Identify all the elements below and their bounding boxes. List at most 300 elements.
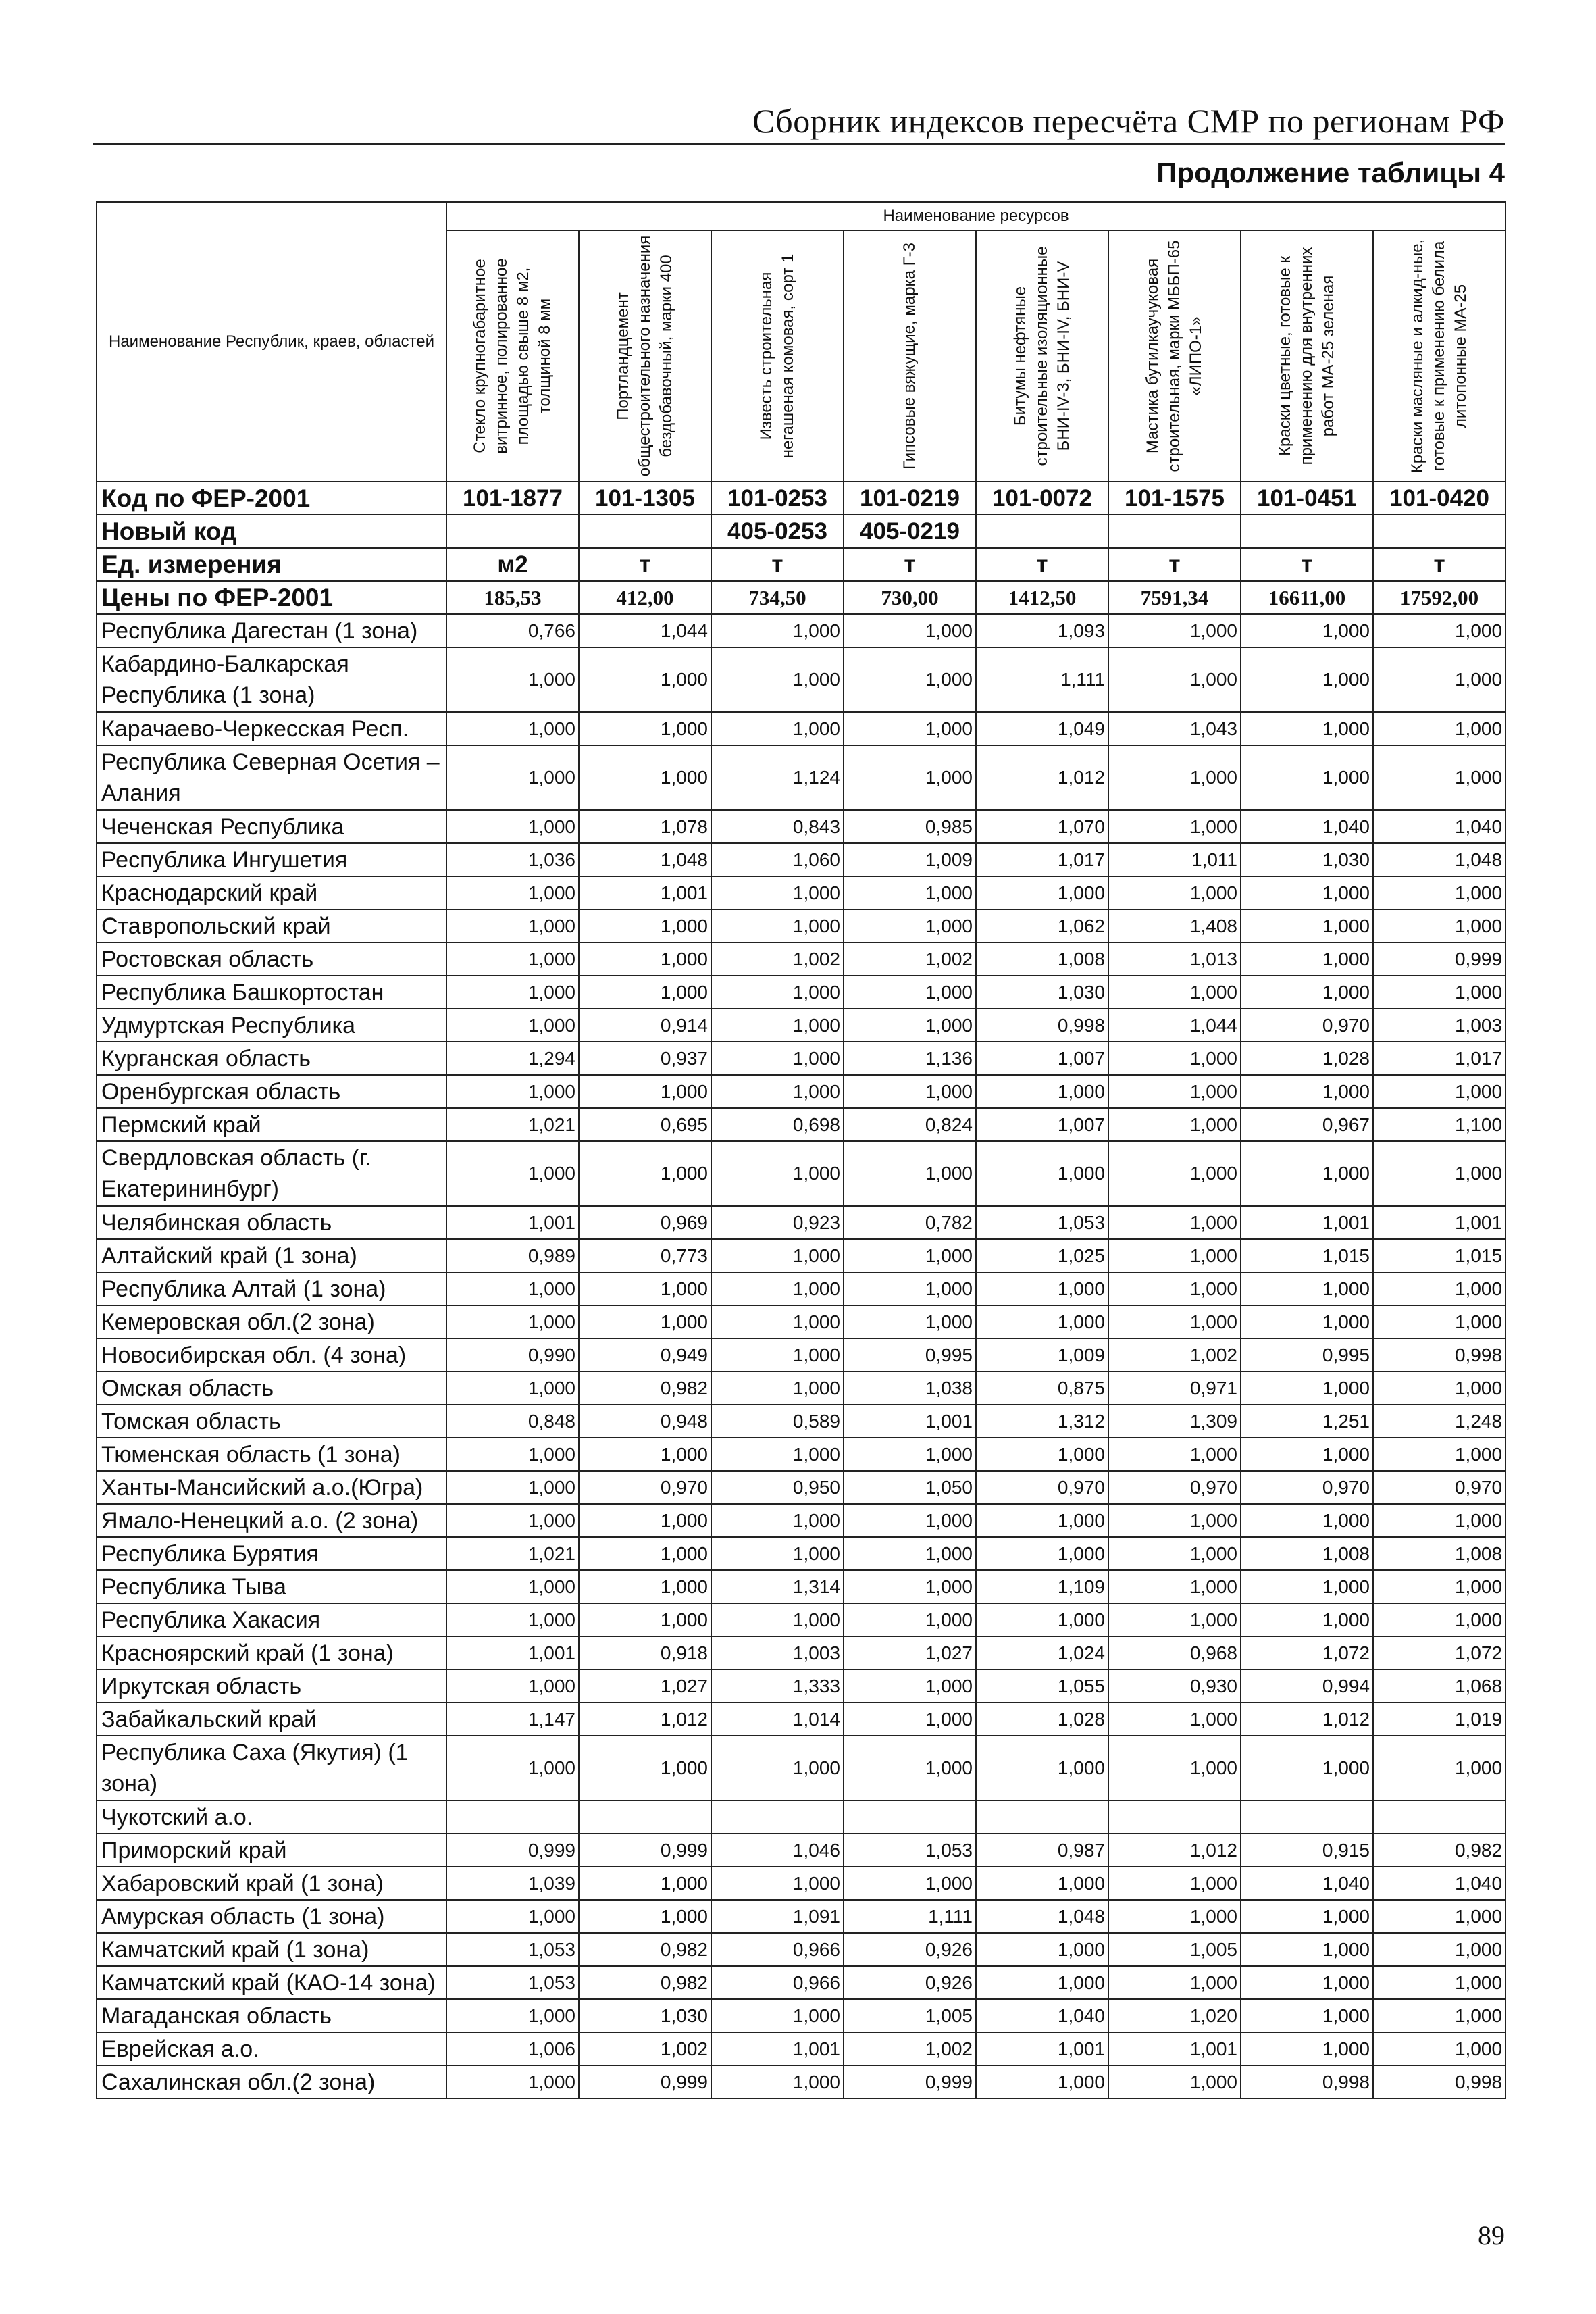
resource-name: Краски масляные и алкид-ные, готовые к применению белила литопонные МА-25 [1408, 238, 1470, 474]
index-value-cell: 1,048 [579, 843, 711, 876]
index-value-cell: 1,000 [711, 1867, 844, 1900]
index-value-cell: 1,000 [1241, 712, 1373, 745]
index-value-cell: 1,000 [1108, 1141, 1241, 1206]
region-name: Ростовская область [97, 942, 446, 976]
index-value-cell: 1,000 [446, 876, 579, 909]
table-row [97, 1206, 1505, 1239]
table-row [97, 1009, 1505, 1042]
index-value-cell: 1,251 [1241, 1405, 1373, 1438]
index-value-cell: 0,995 [844, 1338, 976, 1372]
index-value-cell: 1,000 [1241, 1075, 1373, 1108]
index-value-cell: 0,926 [844, 1966, 976, 1999]
table-row [97, 1736, 1505, 1801]
index-value-cell: 1,000 [579, 1075, 711, 1108]
index-value-cell: 1,072 [1373, 1636, 1505, 1669]
index-value-cell: 1,027 [579, 1669, 711, 1703]
index-value-cell: 1,002 [579, 2032, 711, 2065]
index-value-cell: 1,091 [711, 1900, 844, 1933]
table-row [97, 810, 1505, 843]
index-value-cell: 1,000 [976, 1504, 1108, 1537]
index-value-cell: 1,309 [1108, 1405, 1241, 1438]
index-value-cell: 1,000 [711, 712, 844, 745]
index-value-cell: 1,040 [1241, 810, 1373, 843]
table-row [97, 1108, 1505, 1141]
index-value-cell: 1,000 [1241, 1272, 1373, 1305]
resource-header-cell [579, 230, 711, 482]
index-value-cell: 1,001 [844, 1405, 976, 1438]
header-value-cell: 730,00 [844, 581, 976, 614]
index-value-cell: 1,000 [1241, 942, 1373, 976]
index-value-cell: 1,000 [844, 1603, 976, 1636]
index-value-cell: 1,000 [1108, 1603, 1241, 1636]
index-value-cell: 1,078 [579, 810, 711, 843]
index-value-cell: 1,012 [1108, 1834, 1241, 1867]
index-value-cell: 1,000 [844, 1504, 976, 1537]
index-value-cell: 1,000 [711, 1141, 844, 1206]
index-value-cell: 1,000 [711, 1438, 844, 1471]
table-row [97, 1900, 1505, 1933]
index-value-cell: 1,000 [1108, 647, 1241, 712]
index-value-cell: 1,043 [1108, 712, 1241, 745]
region-name: Республика Ингушетия [97, 843, 446, 876]
index-value-cell: 1,030 [976, 976, 1108, 1009]
index-value-cell: 0,995 [1241, 1338, 1373, 1372]
index-value-cell: 1,000 [1108, 1966, 1241, 1999]
index-value-cell: 1,001 [446, 1206, 579, 1239]
table-row [97, 1669, 1505, 1703]
index-value-cell: 1,000 [579, 1141, 711, 1206]
header-value-cell [976, 515, 1108, 548]
index-value-cell: 1,000 [711, 1272, 844, 1305]
index-value-cell: 1,000 [711, 1239, 844, 1272]
resource-header-cell [844, 230, 976, 482]
index-value-cell: 1,000 [1108, 1272, 1241, 1305]
resource-name: Портландцемент общестроительного назначения бездобавочный, марки 400 [614, 235, 675, 477]
index-value-cell: 0,998 [1373, 2065, 1505, 2098]
fer-code-row [97, 482, 1505, 515]
table-row [97, 1867, 1505, 1900]
index-value-cell: 1,000 [1108, 1900, 1241, 1933]
index-value-cell: 1,000 [1108, 1537, 1241, 1570]
index-value-cell: 1,000 [711, 1042, 844, 1075]
table-row [97, 1042, 1505, 1075]
index-value-cell: 1,000 [446, 909, 579, 942]
index-value-cell: 1,000 [844, 1703, 976, 1736]
index-value-cell: 0,967 [1241, 1108, 1373, 1141]
resource-header-cell [1108, 230, 1241, 482]
index-value-cell: 1,000 [1373, 712, 1505, 745]
index-value-cell: 0,966 [711, 1933, 844, 1966]
index-value-cell: 1,021 [446, 1537, 579, 1570]
index-value-cell: 0,990 [446, 1338, 579, 1372]
header-value-cell: 734,50 [711, 581, 844, 614]
index-value-cell: 1,000 [1373, 2032, 1505, 2065]
index-value-cell: 1,025 [976, 1239, 1108, 1272]
table-row [97, 1305, 1505, 1338]
header-value-cell [446, 515, 579, 548]
index-value-cell: 1,000 [446, 1999, 579, 2032]
index-value-cell: 0,950 [711, 1471, 844, 1504]
index-value-cell: 0,970 [1108, 1471, 1241, 1504]
index-value-cell: 1,000 [844, 1537, 976, 1570]
index-value-cell: 1,000 [1241, 614, 1373, 647]
resource-name: Известь строительная негашеная комовая, сорт 1 [757, 253, 797, 459]
resource-name: Стекло крупногабаритное витринное, полированное площадью свыше 8 м2, толщиной 8 мм [471, 258, 554, 454]
index-value-cell: 1,000 [579, 647, 711, 712]
index-value-cell: 1,000 [711, 1603, 844, 1636]
unit-row [97, 548, 1505, 581]
table-row [97, 1504, 1505, 1537]
resource-header-cell [976, 230, 1108, 482]
region-name: Республика Тыва [97, 1570, 446, 1603]
index-value-cell: 1,000 [844, 1669, 976, 1703]
header-value-cell: 405-0253 [711, 515, 844, 548]
index-value-cell: 1,020 [1108, 1999, 1241, 2032]
index-value-cell: 1,124 [711, 745, 844, 810]
index-value-cell: 1,000 [446, 1438, 579, 1471]
table-row [97, 876, 1505, 909]
index-value-cell: 1,015 [1241, 1239, 1373, 1272]
index-value-cell: 1,000 [1241, 1736, 1373, 1801]
index-value-cell: 1,024 [976, 1636, 1108, 1669]
index-value-cell [446, 1801, 579, 1834]
index-value-cell [1373, 1801, 1505, 1834]
table-row [97, 1438, 1505, 1471]
index-value-cell: 1,000 [1373, 1570, 1505, 1603]
index-value-cell: 1,053 [446, 1933, 579, 1966]
index-value-cell: 1,000 [1373, 909, 1505, 942]
index-value-cell: 1,000 [711, 1372, 844, 1405]
index-value-cell: 1,000 [1241, 1603, 1373, 1636]
index-value-cell: 1,000 [446, 1570, 579, 1603]
index-value-cell: 1,003 [1373, 1009, 1505, 1042]
index-value-cell: 1,038 [844, 1372, 976, 1405]
region-name: Удмуртская Республика [97, 1009, 446, 1042]
index-value-cell: 0,937 [579, 1042, 711, 1075]
index-value-cell: 1,003 [711, 1636, 844, 1669]
index-value-cell: 0,875 [976, 1372, 1108, 1405]
index-value-cell: 1,000 [446, 976, 579, 1009]
index-value-cell: 1,000 [844, 1075, 976, 1108]
index-value-cell: 1,002 [711, 942, 844, 976]
resource-header-cell [446, 230, 579, 482]
index-value-cell: 1,000 [711, 1999, 844, 2032]
region-name: Камчатский край (1 зона) [97, 1933, 446, 1966]
table-row [97, 1405, 1505, 1438]
table-continuation-title: Продолжение таблицы 4 [1156, 157, 1505, 188]
index-value-cell: 1,007 [976, 1108, 1108, 1141]
index-value-cell: 0,695 [579, 1108, 711, 1141]
header-value-cell: 412,00 [579, 581, 711, 614]
index-value-cell: 1,000 [579, 712, 711, 745]
index-value-cell: 1,000 [976, 1603, 1108, 1636]
index-value-cell: 1,000 [579, 976, 711, 1009]
index-value-cell: 1,000 [844, 614, 976, 647]
index-value-cell: 1,000 [976, 1537, 1108, 1570]
region-name: Алтайский край (1 зона) [97, 1239, 446, 1272]
index-value-cell: 1,000 [1241, 1372, 1373, 1405]
region-name: Курганская область [97, 1042, 446, 1075]
index-value-cell: 1,012 [579, 1703, 711, 1736]
table-row [97, 1834, 1505, 1867]
index-value-cell: 1,030 [579, 1999, 711, 2032]
region-name: Тюменская область (1 зона) [97, 1438, 446, 1471]
region-name: Красноярский край (1 зона) [97, 1636, 446, 1669]
index-value-cell: 1,000 [579, 1603, 711, 1636]
table-row [97, 1372, 1505, 1405]
index-value-cell: 1,000 [711, 1075, 844, 1108]
index-value-cell: 0,698 [711, 1108, 844, 1141]
table-row [97, 1703, 1505, 1736]
index-value-cell: 1,053 [844, 1834, 976, 1867]
index-value-cell: 0,989 [446, 1239, 579, 1272]
index-value-cell: 1,000 [1108, 1108, 1241, 1141]
index-value-cell: 0,970 [976, 1471, 1108, 1504]
index-value-cell: 1,000 [976, 1438, 1108, 1471]
header-value-cell: т [1108, 548, 1241, 581]
index-value-cell: 1,000 [446, 1471, 579, 1504]
index-value-cell: 1,000 [844, 1272, 976, 1305]
index-value-cell [711, 1801, 844, 1834]
index-value-cell: 1,000 [1373, 647, 1505, 712]
region-name: Оренбургская область [97, 1075, 446, 1108]
header-value-cell: 101-0253 [711, 482, 844, 515]
index-value-cell: 0,824 [844, 1108, 976, 1141]
index-value-cell: 1,040 [1373, 1867, 1505, 1900]
index-value-cell: 1,000 [579, 1570, 711, 1603]
index-value-cell: 1,100 [1373, 1108, 1505, 1141]
index-value-cell: 1,000 [1241, 647, 1373, 712]
index-value-cell: 1,000 [1108, 1042, 1241, 1075]
index-value-cell: 1,000 [1108, 1206, 1241, 1239]
index-value-cell: 1,060 [711, 843, 844, 876]
table-row [97, 1966, 1505, 1999]
index-value-cell: 1,017 [1373, 1042, 1505, 1075]
index-value-cell: 1,000 [579, 1504, 711, 1537]
index-value-cell: 1,000 [711, 614, 844, 647]
index-value-cell: 1,012 [1241, 1703, 1373, 1736]
index-value-cell: 1,000 [976, 1305, 1108, 1338]
index-value-cell: 1,000 [579, 745, 711, 810]
region-name: Хабаровский край (1 зона) [97, 1867, 446, 1900]
index-value-cell: 1,000 [844, 976, 976, 1009]
index-value-cell: 0,998 [976, 1009, 1108, 1042]
index-value-cell: 1,000 [446, 1669, 579, 1703]
header-value-cell: 185,53 [446, 581, 579, 614]
resource-header-cell [1373, 230, 1505, 482]
header-value-cell: 101-0420 [1373, 482, 1505, 515]
index-value-cell: 1,000 [711, 909, 844, 942]
index-value-cell: 1,000 [1373, 1305, 1505, 1338]
index-value-cell: 1,000 [1108, 614, 1241, 647]
region-name: Республика Северная Осетия – Алания [97, 745, 446, 810]
index-value-cell: 1,000 [711, 647, 844, 712]
index-value-cell: 1,062 [976, 909, 1108, 942]
index-value-cell: 1,028 [976, 1703, 1108, 1736]
index-value-cell: 0,766 [446, 614, 579, 647]
row-label: Цены по ФЕР-2001 [97, 581, 446, 614]
index-value-cell [844, 1801, 976, 1834]
table-row [97, 1239, 1505, 1272]
table-row [97, 745, 1505, 810]
index-value-cell: 1,000 [446, 1372, 579, 1405]
index-value-cell: 0,915 [1241, 1834, 1373, 1867]
index-value-cell: 1,000 [711, 2065, 844, 2098]
index-value-cell: 0,923 [711, 1206, 844, 1239]
region-name: Свердловская область (г. Екатерининбург) [97, 1141, 446, 1206]
header-value-cell: т [579, 548, 711, 581]
header-value-cell [1108, 515, 1241, 548]
index-value-cell: 1,111 [844, 1900, 976, 1933]
header-value-cell: 405-0219 [844, 515, 976, 548]
region-name: Иркутская область [97, 1669, 446, 1703]
index-value-cell: 1,048 [1373, 843, 1505, 876]
index-value-cell: 1,036 [446, 843, 579, 876]
index-value-cell: 1,000 [1241, 1141, 1373, 1206]
index-value-cell: 1,000 [844, 909, 976, 942]
index-value-cell: 0,970 [1373, 1471, 1505, 1504]
index-value-cell: 1,000 [1108, 1438, 1241, 1471]
index-value-cell: 1,017 [976, 843, 1108, 876]
region-name: Пермский край [97, 1108, 446, 1141]
header-value-cell: 101-1575 [1108, 482, 1241, 515]
index-value-cell: 1,000 [976, 1736, 1108, 1801]
index-value-cell: 1,072 [1241, 1636, 1373, 1669]
index-value-cell: 1,000 [1373, 1504, 1505, 1537]
index-value-cell: 1,050 [844, 1471, 976, 1504]
index-value-cell: 0,848 [446, 1405, 579, 1438]
row-label: Новый код [97, 515, 446, 548]
index-value-cell: 1,001 [579, 876, 711, 909]
index-value-cell: 1,111 [976, 647, 1108, 712]
index-value-cell: 1,000 [1373, 1603, 1505, 1636]
index-value-cell: 0,982 [579, 1966, 711, 1999]
index-value-cell: 1,044 [1108, 1009, 1241, 1042]
resource-name: Мастика бутилкаучуковая строительная, марки МББП-65 «ЛИПО-1» [1143, 240, 1205, 472]
header-rule [93, 143, 1505, 145]
index-value-cell: 1,000 [1241, 976, 1373, 1009]
index-value-cell: 1,001 [976, 2032, 1108, 2065]
index-value-cell: 1,000 [1373, 976, 1505, 1009]
table-row [97, 647, 1505, 712]
index-value-cell: 1,000 [711, 976, 844, 1009]
index-value-cell: 0,999 [579, 2065, 711, 2098]
index-value-cell: 1,027 [844, 1636, 976, 1669]
index-value-cell: 1,000 [1373, 1075, 1505, 1108]
index-value-cell: 1,000 [844, 1570, 976, 1603]
resource-name: Краски цветные, готовые к применению для внутренних работ МА-25 зеленая [1276, 247, 1337, 466]
index-value-cell: 1,000 [1108, 745, 1241, 810]
index-value-cell: 0,970 [1241, 1009, 1373, 1042]
index-value-cell: 1,000 [1108, 1570, 1241, 1603]
index-value-cell: 0,999 [446, 1834, 579, 1867]
new-code-row [97, 515, 1505, 548]
index-value-cell: 1,002 [844, 2032, 976, 2065]
index-value-cell: 1,040 [976, 1999, 1108, 2032]
header-value-cell: т [1373, 548, 1505, 581]
index-value-cell: 1,000 [976, 1141, 1108, 1206]
region-name: Новосибирская обл. (4 зона) [97, 1338, 446, 1372]
index-value-cell: 0,994 [1241, 1669, 1373, 1703]
header-value-cell: т [711, 548, 844, 581]
header-value-cell: 101-0219 [844, 482, 976, 515]
table-row [97, 1338, 1505, 1372]
index-value-cell: 1,000 [711, 1009, 844, 1042]
table-row [97, 1570, 1505, 1603]
table-row [97, 843, 1505, 876]
index-value-cell: 1,000 [1373, 1736, 1505, 1801]
index-value-cell: 1,093 [976, 614, 1108, 647]
index-value-cell: 1,014 [711, 1703, 844, 1736]
index-value-cell: 1,000 [446, 1141, 579, 1206]
table-row [97, 1603, 1505, 1636]
index-value-cell: 1,000 [1108, 810, 1241, 843]
index-value-cell: 1,000 [1108, 1305, 1241, 1338]
index-value-cell: 1,000 [446, 1305, 579, 1338]
index-value-cell: 1,000 [579, 1537, 711, 1570]
index-value-cell: 1,015 [1373, 1239, 1505, 1272]
index-value-cell: 0,589 [711, 1405, 844, 1438]
region-name: Чукотский а.о. [97, 1801, 446, 1834]
index-value-cell: 1,000 [1108, 876, 1241, 909]
region-name: Карачаево-Черкесская Респ. [97, 712, 446, 745]
index-value-cell: 1,000 [579, 1438, 711, 1471]
table-row [97, 2065, 1505, 2098]
index-value-cell [579, 1801, 711, 1834]
index-value-cell: 0,982 [579, 1372, 711, 1405]
index-value-cell: 0,843 [711, 810, 844, 843]
index-value-cell: 1,000 [1373, 1933, 1505, 1966]
index-value-cell: 1,314 [711, 1570, 844, 1603]
index-value-cell: 1,000 [844, 876, 976, 909]
index-value-cell: 1,008 [976, 942, 1108, 976]
index-value-cell: 1,000 [844, 647, 976, 712]
index-value-cell: 1,008 [1241, 1537, 1373, 1570]
region-column-header: Наименование Республик, краев, областей [97, 202, 446, 482]
index-value-cell: 1,000 [1108, 976, 1241, 1009]
table-row [97, 1636, 1505, 1669]
index-value-cell: 1,000 [711, 1537, 844, 1570]
table-row [97, 2032, 1505, 2065]
index-value-cell: 1,312 [976, 1405, 1108, 1438]
index-value-cell: 1,000 [1241, 1900, 1373, 1933]
table-row [97, 1933, 1505, 1966]
index-value-cell: 1,000 [1373, 1438, 1505, 1471]
table-row [97, 1272, 1505, 1305]
index-value-cell: 0,998 [1373, 1338, 1505, 1372]
index-value-cell: 1,000 [579, 1900, 711, 1933]
index-value-cell: 0,970 [1241, 1471, 1373, 1504]
table-row [97, 614, 1505, 647]
index-value-cell: 1,000 [1241, 1966, 1373, 1999]
index-table [96, 201, 1506, 2099]
index-value-cell: 1,000 [1241, 1504, 1373, 1537]
index-value-cell: 0,999 [844, 2065, 976, 2098]
index-value-cell: 1,030 [1241, 843, 1373, 876]
index-value-cell: 1,000 [1373, 876, 1505, 909]
index-value-cell: 1,000 [579, 1867, 711, 1900]
index-value-cell: 0,971 [1108, 1372, 1241, 1405]
index-value-cell: 0,948 [579, 1405, 711, 1438]
index-value-cell: 1,000 [1108, 1867, 1241, 1900]
index-value-cell: 1,000 [579, 909, 711, 942]
index-value-cell: 1,000 [446, 1075, 579, 1108]
index-value-cell: 1,000 [844, 1736, 976, 1801]
index-value-cell: 1,000 [711, 1504, 844, 1537]
index-value-cell: 1,000 [976, 1933, 1108, 1966]
index-value-cell: 0,970 [579, 1471, 711, 1504]
index-value-cell: 1,294 [446, 1042, 579, 1075]
